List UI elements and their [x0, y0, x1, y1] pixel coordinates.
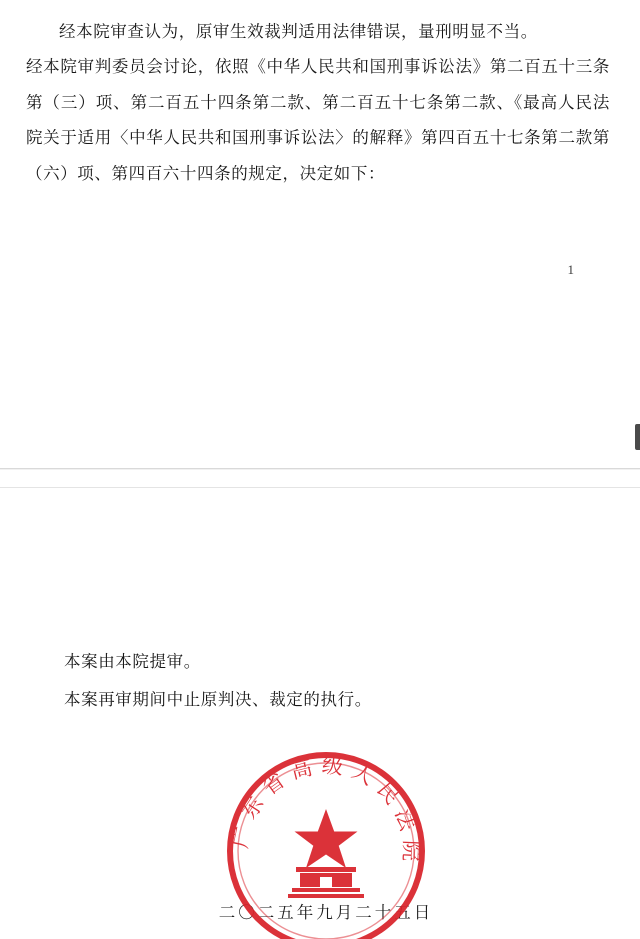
- signature-area: [26, 737, 610, 939]
- document-page-top: [0, 0, 640, 468]
- decision-line-suspension: [64, 681, 610, 719]
- document-page-bottom: [0, 488, 640, 939]
- seal-ring-text: 广东省高级人民法院: [228, 752, 424, 870]
- document-body-top: [26, 14, 610, 191]
- paragraph-findings-lead: 经本院审查认为，: [59, 22, 196, 41]
- document-body-bottom: [26, 643, 610, 719]
- decision-line-suspension-text: 本案再审期间中止原判决、裁定的执行。: [64, 689, 372, 709]
- paragraph-findings: [26, 14, 610, 49]
- court-seal-stamp: [222, 747, 430, 939]
- paragraph-legal-basis: 经本院审判委员会讨论，依照《中华人民共和国刑事诉讼法》第二百五十三条第（三）项、第二百五十四条第二款、第二百五十七条第二款、《最高人民法院关于适用〈中华人民共和国刑事诉讼法〉的解释》第四百五十七条第二款第（六）项、第四百六十四条的规定，决定如下：: [26, 57, 610, 183]
- issue-date: 二〇二五年九月二十五日: [218, 902, 434, 922]
- national-emblem-icon: [288, 809, 364, 898]
- page-number: 1: [567, 262, 574, 277]
- paragraph-findings-emphasis: 原审生效裁判适用法律错误，量刑明显不当。: [195, 22, 538, 41]
- decision-line-retrial: 本案由本院提审。: [64, 652, 201, 671]
- page-seam-divider: [0, 468, 640, 488]
- scan-edge-artifact: [635, 424, 640, 450]
- top-whitespace: [26, 488, 610, 643]
